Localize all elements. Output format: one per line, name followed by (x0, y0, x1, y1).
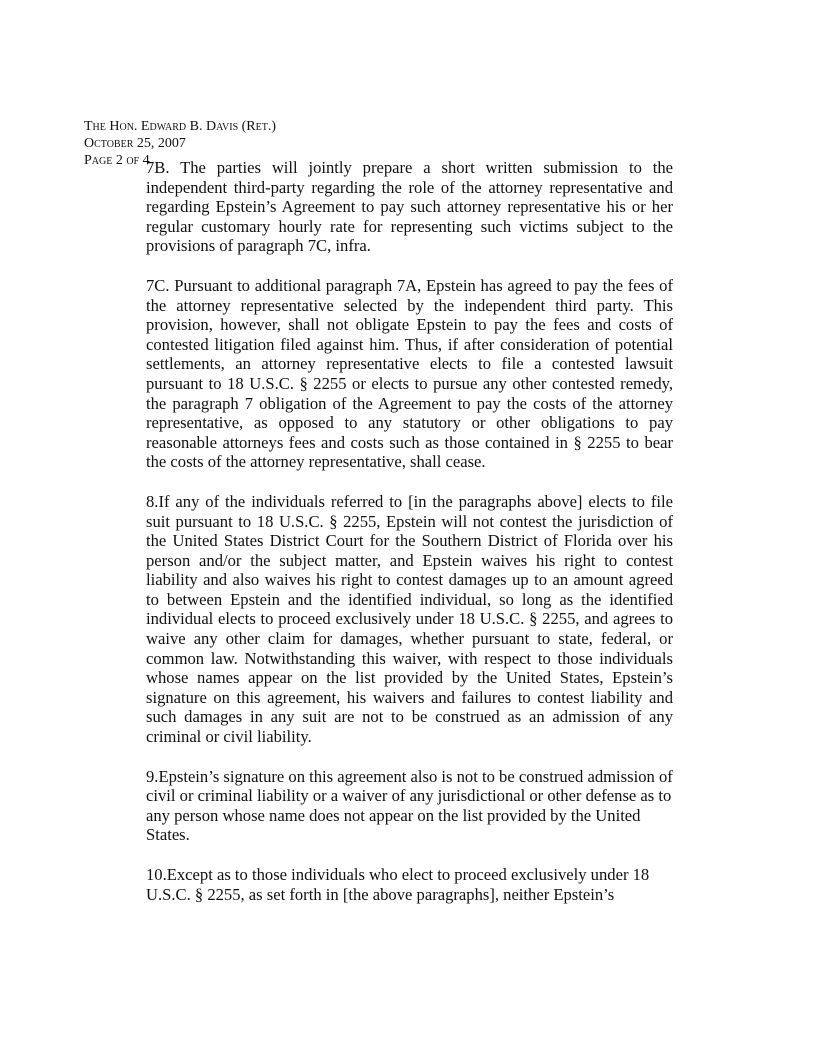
paragraph-10: 10.Except as to those individuals who elect to proceed exclusively under 18 U.S.C. § 2255, as set forth in [the above paragraphs], neither Epstein’s (146, 865, 650, 904)
document-body (146, 158, 673, 924)
paragraph-7b: 7B. The parties will jointly prepare a short written submission to the independent third-party regarding the role of the attorney representative and regarding Epstein’s Agreement to pay such attorney representative his or her regular customary hourly rate for representing such victims subject to the provisions of paragraph 7C, infra. (146, 158, 673, 256)
paragraph-8: 8.If any of the individuals referred to [in the paragraphs above] elects to file suit pursuant to 18 U.S.C. § 2255, Epstein will not contest the jurisdiction of the United States District Court for the Southern District of Florida over his person and/or the subject matter, and Epstein waives his right to contest liability and also waives his right to contest damages up to an amount agreed to between Epstein and the identified individual, so long as the identified individual elects to proceed exclusively under 18 U.S.C. § 2255, and agrees to waive any other claim for damages, whether pursuant to state, federal, or common law. Notwithstanding this waiver, with respect to those individuals whose names appear on the list provided by the United States, Epstein’s signature on this agreement, his waivers and failures to contest liability and such damages in any suit are not to be construed as an admission of any criminal or civil liability. (146, 491, 673, 747)
paragraph-9: 9.Epstein’s signature on this agreement also is not to be construed admission of civil or criminal liability or a waiver of any jurisdictional or other defense as to any person whose name does not appear on the list provided by the United States. (146, 766, 673, 845)
page-number-line: Page 2 of 4 (84, 153, 150, 168)
paragraph-7c: 7C. Pursuant to additional paragraph 7A, Epstein has agreed to pay the fees of the attorney representative selected by the independent third party. This provision, however, shall not obligate Epstein to pay the fees and costs of contested litigation filed against him. Thus, if after consideration of potential settlements, an attorney representative elects to file a contested lawsuit pursuant to 18 U.S.C. § 2255 or elects to pursue any other contested remedy, the paragraph 7 obligation of the Agreement to pay the costs of the attorney representative, as opposed to any statutory or other obligations to pay reasonable attorneys fees and costs such as those contained in § 2255 to bear the costs of the attorney representative, shall cease. (146, 275, 673, 472)
recipient-line: The Hon. Edward B. Davis (Ret.) (84, 119, 277, 134)
date-line: October 25, 2007 (84, 136, 186, 151)
